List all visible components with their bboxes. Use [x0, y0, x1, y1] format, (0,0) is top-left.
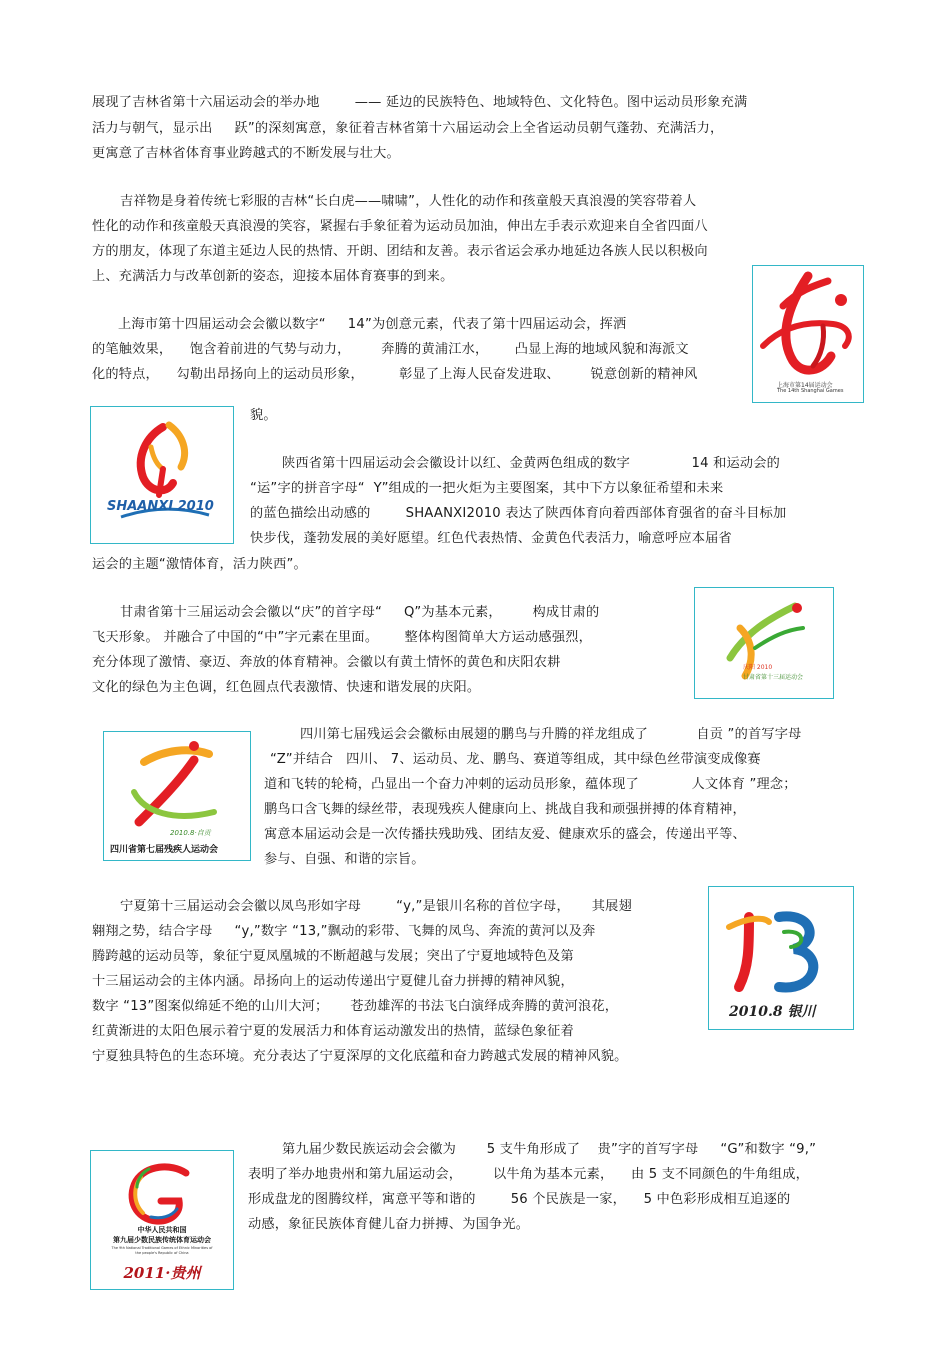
text-line: 鹏鸟口含飞舞的绿丝带，表现残疾人健康向上、挑战自我和顽强拼搏的体育精神， — [264, 802, 746, 817]
text-line: 宁夏第十三届运动会会徽以凤鸟形如字母 “y,”是银川名称的首位字母， 其展翅 — [120, 899, 632, 914]
logo-date: 2010.8·自贡 — [170, 829, 211, 837]
text-line: 动感，象征民族体育健儿奋力拼搏、为国争光。 — [248, 1217, 530, 1232]
logo-caption: the people's Republic of China — [135, 1251, 189, 1255]
logo-wordmark: SHAANXI 2010 — [107, 499, 214, 514]
logo-caption: 第九届少数民族传统体育运动会 — [113, 1236, 211, 1244]
text-line: 寓意本届运动会是一次传播扶残助残、团结友爱、健康欢乐的盛会，传递出平等、 — [264, 827, 746, 842]
logo-caption: 庆阳 2010 — [743, 664, 773, 671]
text-line: 宁夏独具特色的生态环境。充分表达了宁夏深厚的文化底蕴和奋力跨越式发展的精神风貌。 — [92, 1049, 628, 1064]
text-line: 的蓝色描绘出动感的 SHAANXI2010 表达了陕西体育向着西部体育强省的奋斗目标加 — [250, 506, 787, 521]
text-line: 参与、自强、和谐的宗旨。 — [264, 852, 425, 867]
text-line: 吉祥物是身着传统七彩服的吉林“长白虎——啸啸”，人性化的动作和孩童般天真浪漫的笑容带着人 — [120, 194, 697, 209]
text-line: 腾跨越的运动员等，象征宁夏凤凰城的不断超越与发展；突出了宁夏地域特色及第 — [92, 949, 574, 964]
text-line: 性化的动作和孩童般天真浪漫的笑容，紧握右手象征着为运动员加油，伸出左手表示欢迎来自全省四面八 — [92, 219, 708, 234]
text-line: 文化的绿色为主色调，红色圆点代表激情、快速和谐发展的庆阳。 — [92, 680, 481, 695]
logo-caption: 2010.8 银川 — [729, 1004, 816, 1020]
text-line: 充分体现了激情、豪迈、奔放的体育精神。会徽以有黄土情怀的黄色和庆阳农耕 — [92, 655, 561, 670]
text-line: 数字 “13”图案似绵延不绝的山川大河； 苍劲雄浑的书法飞白演绎成奔腾的黄河浪花， — [92, 999, 619, 1014]
text-line: 甘肃省第十三届运动会会徽以“庆”的首字母“ Q”为基本元素， 构成甘肃的 — [120, 605, 600, 620]
shanghai-games-logo — [752, 265, 864, 403]
text-line: 运会的主题“激情体育，活力陕西”。 — [92, 557, 307, 572]
text-line: 快步伐，蓬勃发展的美好愿望。红色代表热情、金黄色代表活力，喻意呼应本届省 — [250, 531, 732, 546]
logo-caption: 甘肃省第十三届运动会 — [743, 674, 804, 681]
logo-caption: The 9th National Traditional Games of Ethnic Minorities of — [111, 1246, 213, 1250]
text-line: 貌。 — [250, 408, 277, 423]
text-line: 道和飞转的轮椅，凸显出一个奋力冲刺的运动员形象，蕴体现了 人文体育 ”理念； — [264, 777, 797, 792]
text-line: 翱翔之势，结合字母 “y,”数字 “13,”飘动的彩带、飞舞的凤鸟、奔流的黄河以及奔 — [92, 924, 596, 939]
logo-year: 2011·贵州 — [123, 1264, 201, 1282]
logo-caption: 中华人民共和国 — [137, 1226, 187, 1234]
logo-caption: 四川省第七届残疾人运动会 — [110, 845, 219, 855]
text-line: 化的特点， 勾勒出昂扬向上的运动员形象， 彰显了上海人民奋发进取、 锐意创新的精神风 — [92, 367, 698, 382]
logo-caption: 上海市第14届运动会 — [777, 382, 833, 389]
text-line: 第九届少数民族运动会会徽为 5 支牛角形成了 贵”字的首写字母 “G”和数字 “9,” — [282, 1142, 817, 1157]
text-line: 陕西省第十四届运动会会徽设计以红、金黄两色组成的数字 14 和运动会的 — [282, 456, 781, 471]
sichuan-games-logo — [103, 731, 251, 861]
minority-games-logo — [90, 1150, 234, 1290]
logo-caption: The 14th Shanghai Games — [777, 388, 844, 394]
text-line: 的笔触效果， 饱含着前进的气势与动力， 奔腾的黄浦江水， 凸显上海的地域风貌和海派文 — [92, 342, 689, 357]
text-line: “运”字的拼音字母“ Y”组成的一把火炬为主要图案，其中下方以象征希望和未来 — [250, 481, 724, 496]
text-line: 四川第七届残运会会徽标由展翅的鹏鸟与升腾的祥龙组成了 自贡 ”的首写字母 — [300, 727, 802, 742]
gansu-games-logo — [694, 587, 834, 699]
text-line: “Z”并结合 四川、 7、运动员、龙、鹏鸟、赛道等组成，其中绿色丝带演变成像赛 — [270, 752, 761, 767]
text-line: 十三届运动会的主体内涵。昂扬向上的运动传递出宁夏健儿奋力拼搏的精神风貌， — [92, 974, 574, 989]
text-line: 形成盘龙的图腾纹样，寓意平等和谐的 56 个民族是一家， 5 中色彩形成相互追逐的 — [248, 1192, 791, 1207]
text-line: 活力与朝气，显示出 跃”的深刻寓意，象征着吉林省第十六届运动会上全省运动员朝气蓬勃、充满活力， — [92, 121, 724, 136]
ningxia-games-logo — [708, 886, 854, 1030]
text-line: 红黄渐进的太阳色展示着宁夏的发展活力和体育运动激发出的热情，蓝绿色象征着 — [92, 1024, 574, 1039]
text-line: 表明了举办地贵州和第九届运动会， 以牛角为基本元素， 由 5 支不同颜色的牛角组成， — [248, 1167, 810, 1182]
text-line: 方的朋友，体现了东道主延边人民的热情、开朗、团结和友善。表示省运会承办地延边各族人民以积极向 — [92, 244, 708, 259]
text-line: 更寓意了吉林省体育事业跨越式的不断发展与壮大。 — [92, 146, 400, 161]
text-line: 飞天形象。 并融合了中国的“中”字元素在里面。 整体构图简单大方运动感强烈， — [92, 630, 592, 645]
text-line: 上海市第十四届运动会会徽以数字“ 14”为创意元素，代表了第十四届运动会，挥洒 — [118, 317, 627, 332]
text-line: 展现了吉林省第十六届运动会的举办地 —— 延边的民族特色、地域特色、文化特色。图中运动员形象充满 — [92, 95, 748, 110]
text-line: 上、充满活力与改革创新的姿态，迎接本届体育赛事的到来。 — [92, 269, 454, 284]
shaanxi-games-logo — [90, 406, 234, 544]
